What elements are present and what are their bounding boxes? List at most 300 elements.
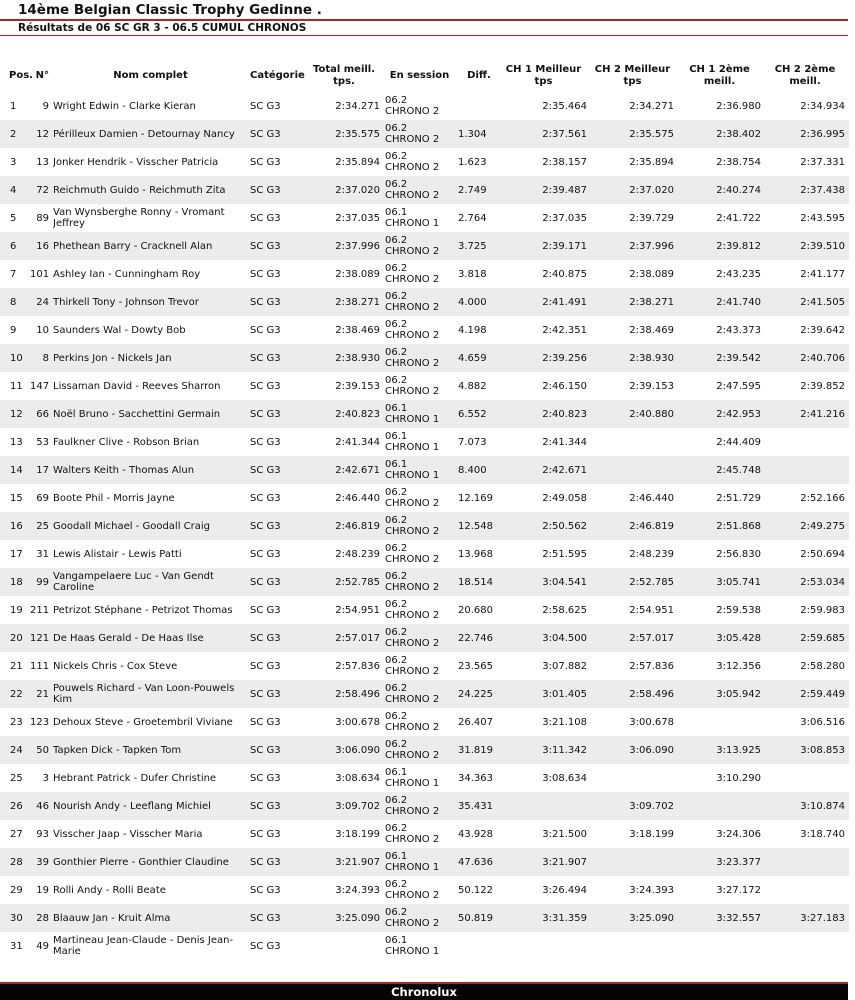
cell-ch2-best: 2:52.785 [591, 568, 678, 596]
cell-ch1-second: 3:13.925 [678, 736, 765, 764]
cell-ch2-second: 2:49.275 [765, 512, 849, 540]
table-row [0, 120, 849, 148]
cell-num: 25 [30, 512, 53, 540]
cell-ch1-best: 2:39.171 [500, 232, 591, 260]
cell-ch2-best: 3:09.702 [591, 792, 678, 820]
cell-ch2-second [765, 764, 849, 792]
cell-category: SC G3 [248, 568, 308, 596]
cell-ch1-second: 2:42.953 [678, 400, 765, 428]
cell-ch2-best: 2:35.894 [629, 156, 674, 168]
cell-ch1-best: 2:50.562 [500, 512, 591, 540]
cell-session: 06.2 CHRONO 2 [384, 904, 454, 932]
cell-ch2-second: 2:39.852 [800, 380, 845, 392]
cell-ch1-best: 2:35.464 [542, 100, 587, 112]
cell-ch1-second [678, 932, 765, 960]
col-header-num: N° [35, 70, 49, 81]
cell-ch1-best: 2:51.595 [542, 548, 587, 560]
cell-ch1-best: 3:01.405 [500, 680, 591, 708]
cell-pos: 5 [10, 212, 17, 224]
cell-num: 9 [42, 100, 49, 112]
table-row [0, 792, 849, 820]
cell-ch2-second: 3:10.874 [765, 792, 849, 820]
cell-pos: 8 [0, 288, 30, 316]
cell-ch1-best: 3:26.494 [542, 884, 587, 896]
cell-session: 06.2 CHRONO 2 [384, 512, 454, 540]
cell-ch1-second [678, 792, 765, 820]
table-row [0, 456, 849, 484]
cell-ch2-best: 3:00.678 [629, 716, 674, 728]
cell-ch1-best: 2:58.625 [542, 604, 587, 616]
cell-ch2-best: 2:57.017 [591, 624, 678, 652]
cell-ch2-second: 2:37.331 [800, 156, 845, 168]
table-row [0, 92, 849, 120]
cell-diff: 26.407 [458, 716, 493, 728]
cell-ch1-best: 2:38.157 [542, 156, 587, 168]
cell-ch2-second: 3:18.740 [800, 828, 845, 840]
cell-ch2-second: 2:39.642 [800, 324, 845, 336]
table-row [0, 624, 849, 652]
cell-ch2-second [765, 428, 849, 456]
cell-ch1-best [500, 932, 591, 960]
cell-total: 2:38.930 [308, 344, 384, 372]
cell-pos: 21 [10, 660, 23, 672]
table-row [0, 316, 849, 344]
cell-name: Vangampelaere Luc - Van Gendt Caroline [53, 568, 248, 596]
cell-ch1-second: 2:43.235 [716, 268, 761, 280]
cell-ch1-best: 2:37.035 [542, 212, 587, 224]
cell-session: 06.2 CHRONO 2 [384, 680, 454, 708]
cell-name: Noël Bruno - Sacchettini Germain [53, 400, 248, 428]
cell-ch2-second: 2:52.166 [800, 492, 845, 504]
cell-session: 06.2 CHRONO 2 [384, 120, 454, 148]
cell-total: 2:40.823 [308, 400, 384, 428]
cell-ch1-best: 3:31.359 [500, 904, 591, 932]
cell-ch2-best: 2:46.819 [591, 512, 678, 540]
cell-total: 3:21.907 [308, 848, 384, 876]
cell-ch2-second: 2:53.034 [765, 568, 849, 596]
cell-name: Tapken Dick - Tapken Tom [53, 736, 248, 764]
cell-ch2-second: 2:50.694 [800, 548, 845, 560]
cell-num: 39 [30, 848, 53, 876]
cell-diff: 24.225 [454, 680, 500, 708]
cell-ch2-second: 2:40.706 [765, 344, 849, 372]
cell-pos: 2 [0, 120, 30, 148]
col-header-ch2-best: CH 2 Meilleur tps [594, 64, 671, 87]
cell-ch1-best: 3:08.634 [542, 772, 587, 784]
results-body [0, 92, 849, 960]
cell-ch2-best: 3:06.090 [591, 736, 678, 764]
cell-ch1-second: 3:32.557 [678, 904, 765, 932]
cell-category: SC G3 [250, 716, 281, 728]
cell-total: 2:57.017 [308, 624, 384, 652]
cell-diff: 2.749 [454, 176, 500, 204]
cell-category: SC G3 [248, 904, 308, 932]
cell-category: SC G3 [248, 680, 308, 708]
cell-ch2-best: 2:54.951 [629, 604, 674, 616]
cell-session: 06.1 CHRONO 1 [385, 431, 440, 453]
cell-pos: 18 [0, 568, 30, 596]
cell-ch2-best: 3:18.199 [629, 828, 674, 840]
cell-num: 21 [30, 680, 53, 708]
cell-name: Martineau Jean-Claude - Denis Jean-Marie [53, 935, 234, 957]
cell-num: 93 [36, 828, 49, 840]
cell-diff: 4.882 [458, 380, 487, 392]
col-header-ch1-second: CH 1 2ème meill. [689, 64, 750, 87]
table-row [0, 736, 849, 764]
cell-num: 50 [30, 736, 53, 764]
col-header-category: Catégorie [250, 70, 305, 81]
cell-category: SC G3 [250, 268, 281, 280]
cell-ch2-second: 2:36.995 [765, 120, 849, 148]
cell-name: Wright Edwin - Clarke Kieran [53, 100, 196, 112]
cell-num: 49 [36, 940, 49, 952]
cell-ch2-second [765, 456, 849, 484]
cell-name: Jonker Hendrik - Visscher Patricia [53, 156, 219, 168]
cell-pos: 10 [0, 344, 30, 372]
footer-label: Chronolux [391, 985, 457, 999]
cell-num: 10 [36, 324, 49, 336]
cell-ch2-second: 2:59.685 [765, 624, 849, 652]
cell-session: 06.2 CHRONO 2 [385, 263, 440, 285]
table-row [0, 148, 849, 176]
cell-name: Van Wynsberghe Ronny - Vromant Jeffrey [53, 207, 225, 229]
cell-ch1-second: 2:36.980 [716, 100, 761, 112]
cell-ch1-second: 2:43.373 [716, 324, 761, 336]
cell-num: 101 [30, 268, 50, 280]
cell-session: 06.2 CHRONO 2 [384, 288, 454, 316]
cell-ch2-second: 2:34.934 [800, 100, 845, 112]
cell-name: Périlleux Damien - Detournay Nancy [53, 120, 248, 148]
cell-total: 2:35.575 [308, 120, 384, 148]
cell-ch2-best [591, 932, 678, 960]
cell-total: 2:34.271 [335, 100, 380, 112]
cell-diff: 1.304 [454, 120, 500, 148]
cell-total: 2:58.496 [308, 680, 384, 708]
cell-pos: 25 [10, 772, 23, 784]
cell-diff: 31.819 [454, 736, 500, 764]
cell-category: SC G3 [250, 604, 281, 616]
cell-ch1-best: 2:41.344 [542, 436, 587, 448]
cell-num: 123 [30, 716, 50, 728]
table-row [0, 512, 849, 540]
cell-category: SC G3 [250, 100, 281, 112]
cell-num: 12 [30, 120, 53, 148]
cell-category: SC G3 [250, 940, 281, 952]
table-row [0, 176, 849, 204]
cell-name: Dehoux Steve - Groetembril Viviane [53, 716, 233, 728]
cell-pos: 15 [10, 492, 23, 504]
cell-total: 3:18.199 [335, 828, 380, 840]
cell-pos: 13 [10, 436, 23, 448]
cell-category: SC G3 [250, 828, 281, 840]
table-header-row [0, 60, 849, 92]
cell-name: Nourish Andy - Leeflang Michiel [53, 792, 248, 820]
col-header-pos: Pos. [9, 70, 33, 81]
cell-name: Lewis Alistair - Lewis Patti [53, 548, 182, 560]
table-row [0, 204, 849, 232]
cell-num: 16 [30, 232, 53, 260]
subtitle-rule [0, 35, 848, 36]
cell-ch1-second: 2:40.274 [678, 176, 765, 204]
col-header-total: Total meill. tps. [312, 64, 376, 87]
cell-session: 06.2 CHRONO 2 [384, 344, 454, 372]
cell-ch2-second: 2:37.438 [765, 176, 849, 204]
col-header-ch1-best: CH 1 Meilleur tps [505, 64, 582, 87]
cell-ch2-best [591, 764, 678, 792]
page-title: 14ème Belgian Classic Trophy Gedinne . [18, 2, 322, 18]
cell-pos: 4 [0, 176, 30, 204]
cell-ch2-best: 2:38.930 [591, 344, 678, 372]
cell-session: 06.2 CHRONO 2 [384, 568, 454, 596]
cell-session: 06.2 CHRONO 2 [385, 375, 440, 397]
cell-ch1-best: 3:07.882 [542, 660, 587, 672]
cell-session: 06.2 CHRONO 2 [385, 95, 440, 117]
cell-total: 3:08.634 [335, 772, 380, 784]
cell-total: 3:25.090 [308, 904, 384, 932]
table-row [0, 708, 849, 736]
cell-ch2-best: 3:24.393 [629, 884, 674, 896]
cell-diff: 18.514 [454, 568, 500, 596]
table-row [0, 232, 849, 260]
cell-ch1-second: 3:27.172 [716, 884, 761, 896]
cell-pos: 16 [0, 512, 30, 540]
cell-ch2-best: 2:34.271 [629, 100, 674, 112]
cell-ch2-best: 2:38.469 [629, 324, 674, 336]
cell-ch1-second: 3:10.290 [716, 772, 761, 784]
cell-ch2-second [765, 876, 849, 904]
cell-category: SC G3 [248, 848, 308, 876]
cell-ch2-best: 2:35.575 [591, 120, 678, 148]
table-row [0, 540, 849, 568]
cell-category: SC G3 [248, 288, 308, 316]
cell-pos: 28 [0, 848, 30, 876]
cell-ch2-second: 2:59.983 [800, 604, 845, 616]
table-row [0, 568, 849, 596]
cell-session: 06.1 CHRONO 1 [385, 935, 440, 957]
cell-category: SC G3 [248, 344, 308, 372]
header-rule [0, 19, 848, 21]
cell-total: 2:46.440 [335, 492, 380, 504]
cell-ch1-second: 2:41.740 [678, 288, 765, 316]
cell-ch1-best: 3:04.541 [500, 568, 591, 596]
cell-name: Gonthier Pierre - Gonthier Claudine [53, 848, 248, 876]
cell-pos: 11 [10, 380, 23, 392]
cell-total [308, 932, 384, 960]
cell-num: 53 [36, 436, 49, 448]
cell-ch2-second: 2:43.595 [800, 212, 845, 224]
cell-total: 3:24.393 [335, 884, 380, 896]
cell-pos: 26 [0, 792, 30, 820]
cell-ch1-best: 2:41.491 [500, 288, 591, 316]
cell-num: 147 [30, 380, 50, 392]
cell-diff: 2.764 [458, 212, 487, 224]
table-row [0, 904, 849, 932]
cell-total: 2:41.344 [335, 436, 380, 448]
cell-ch1-best: 2:37.561 [500, 120, 591, 148]
cell-diff: 8.400 [454, 456, 500, 484]
cell-name: Blaauw Jan - Kruit Alma [53, 904, 248, 932]
cell-category: SC G3 [250, 660, 281, 672]
cell-ch1-second: 2:39.542 [678, 344, 765, 372]
cell-num: 89 [36, 212, 49, 224]
cell-ch2-second: 3:06.516 [800, 716, 845, 728]
cell-total: 2:38.271 [308, 288, 384, 316]
cell-name: Lissaman David - Reeves Sharron [53, 380, 221, 392]
cell-category: SC G3 [250, 324, 281, 336]
cell-ch1-best: 2:40.875 [542, 268, 587, 280]
cell-diff: 50.122 [458, 884, 493, 896]
cell-ch1-second: 2:39.812 [678, 232, 765, 260]
cell-category: SC G3 [248, 624, 308, 652]
cell-name: Thirkell Tony - Johnson Trevor [53, 288, 248, 316]
cell-pos: 19 [10, 604, 23, 616]
cell-ch2-second: 2:41.505 [765, 288, 849, 316]
cell-num: 46 [30, 792, 53, 820]
cell-num: 19 [36, 884, 49, 896]
cell-total: 3:09.702 [308, 792, 384, 820]
cell-total: 2:54.951 [335, 604, 380, 616]
cell-session: 06.2 CHRONO 2 [385, 655, 440, 677]
cell-total: 2:38.469 [335, 324, 380, 336]
cell-ch2-best: 2:57.836 [629, 660, 674, 672]
cell-category: SC G3 [248, 456, 308, 484]
cell-session: 06.1 CHRONO 1 [384, 456, 454, 484]
col-header-ch2-second: CH 2 2ème meill. [774, 64, 836, 87]
cell-ch1-best: 2:40.823 [500, 400, 591, 428]
col-header-session: En session [389, 70, 450, 81]
cell-pos: 30 [0, 904, 30, 932]
cell-session: 06.2 CHRONO 2 [385, 711, 440, 733]
cell-ch1-best: 3:11.342 [500, 736, 591, 764]
cell-session: 06.2 CHRONO 2 [385, 487, 440, 509]
cell-ch2-second [765, 932, 849, 960]
cell-pos: 27 [10, 828, 23, 840]
cell-ch1-best: 3:21.907 [500, 848, 591, 876]
cell-name: Boote Phil - Morris Jayne [53, 492, 175, 504]
cell-ch1-second: 3:24.306 [716, 828, 761, 840]
table-row [0, 876, 849, 904]
cell-ch2-best: 2:37.020 [591, 176, 678, 204]
cell-category: SC G3 [248, 120, 308, 148]
cell-num: 24 [30, 288, 53, 316]
cell-diff: 43.928 [458, 828, 493, 840]
cell-ch2-best: 3:25.090 [591, 904, 678, 932]
cell-num: 211 [30, 604, 50, 616]
cell-ch1-best: 3:21.500 [542, 828, 587, 840]
cell-pos: 6 [0, 232, 30, 260]
cell-diff [454, 932, 500, 960]
cell-diff: 20.680 [458, 604, 493, 616]
cell-num: 111 [30, 660, 50, 672]
cell-category: SC G3 [248, 176, 308, 204]
cell-category: SC G3 [250, 772, 281, 784]
cell-ch1-second: 3:05.741 [678, 568, 765, 596]
table-row [0, 288, 849, 316]
cell-ch2-second: 2:41.216 [765, 400, 849, 428]
cell-diff: 4.659 [454, 344, 500, 372]
cell-category: SC G3 [248, 792, 308, 820]
col-header-diff: Diff. [467, 70, 491, 81]
cell-pos: 7 [10, 268, 17, 280]
cell-pos: 1 [10, 100, 17, 112]
cell-session: 06.2 CHRONO 2 [384, 736, 454, 764]
col-header-name: Nom complet [113, 70, 188, 81]
cell-ch2-best: 2:40.880 [591, 400, 678, 428]
cell-total: 3:00.678 [335, 716, 380, 728]
table-row [0, 652, 849, 680]
cell-pos: 24 [0, 736, 30, 764]
cell-name: Ashley Ian - Cunningham Roy [53, 268, 201, 280]
cell-diff: 1.623 [458, 156, 487, 168]
cell-category: SC G3 [250, 884, 281, 896]
cell-ch2-best: 2:38.089 [629, 268, 674, 280]
table-row [0, 344, 849, 372]
cell-pos: 20 [0, 624, 30, 652]
table-row [0, 428, 849, 456]
cell-diff: 22.746 [454, 624, 500, 652]
cell-num: 121 [30, 624, 53, 652]
cell-ch1-second: 2:47.595 [716, 380, 761, 392]
cell-ch1-second: 2:38.754 [716, 156, 761, 168]
cell-pos: 22 [0, 680, 30, 708]
cell-total: 2:48.239 [335, 548, 380, 560]
cell-num: 72 [30, 176, 53, 204]
cell-session: 06.2 CHRONO 2 [385, 151, 440, 173]
cell-ch2-second: 3:27.183 [765, 904, 849, 932]
cell-diff: 34.363 [458, 772, 493, 784]
cell-pos: 17 [10, 548, 23, 560]
cell-pos: 12 [0, 400, 30, 428]
cell-total: 2:39.153 [335, 380, 380, 392]
cell-name: Petrizot Stéphane - Petrizot Thomas [53, 604, 233, 616]
cell-total: 2:38.089 [335, 268, 380, 280]
cell-ch1-best: 3:04.500 [500, 624, 591, 652]
cell-num: 28 [30, 904, 53, 932]
cell-num: 17 [30, 456, 53, 484]
cell-session: 06.2 CHRONO 2 [385, 599, 440, 621]
cell-session: 06.1 CHRONO 1 [385, 767, 440, 789]
cell-ch2-second: 2:41.177 [800, 268, 845, 280]
table-row [0, 932, 849, 960]
cell-diff: 4.000 [454, 288, 500, 316]
cell-total: 3:06.090 [308, 736, 384, 764]
cell-category: SC G3 [250, 156, 281, 168]
cell-diff: 47.636 [454, 848, 500, 876]
cell-category: SC G3 [250, 548, 281, 560]
table-row [0, 820, 849, 848]
cell-diff [454, 92, 500, 120]
cell-diff: 50.819 [454, 904, 500, 932]
cell-category: SC G3 [248, 736, 308, 764]
cell-diff: 23.565 [458, 660, 493, 672]
cell-diff: 3.725 [454, 232, 500, 260]
cell-num: 13 [36, 156, 49, 168]
cell-ch1-second: 3:12.356 [716, 660, 761, 672]
cell-name: Reichmuth Guido - Reichmuth Zita [53, 176, 248, 204]
table-row [0, 484, 849, 512]
cell-pos: 31 [10, 940, 23, 952]
cell-ch1-second: 2:51.868 [678, 512, 765, 540]
page-subtitle: Résultats de 06 SC GR 3 - 06.5 CUMUL CHRONOS [18, 22, 307, 34]
cell-ch1-second: 2:38.402 [678, 120, 765, 148]
cell-num: 31 [36, 548, 49, 560]
cell-category: SC G3 [248, 400, 308, 428]
cell-total: 2:42.671 [308, 456, 384, 484]
cell-ch1-second: 2:45.748 [678, 456, 765, 484]
cell-ch2-best: 2:46.440 [629, 492, 674, 504]
cell-ch1-best: 2:49.058 [542, 492, 587, 504]
cell-pos: 23 [10, 716, 23, 728]
